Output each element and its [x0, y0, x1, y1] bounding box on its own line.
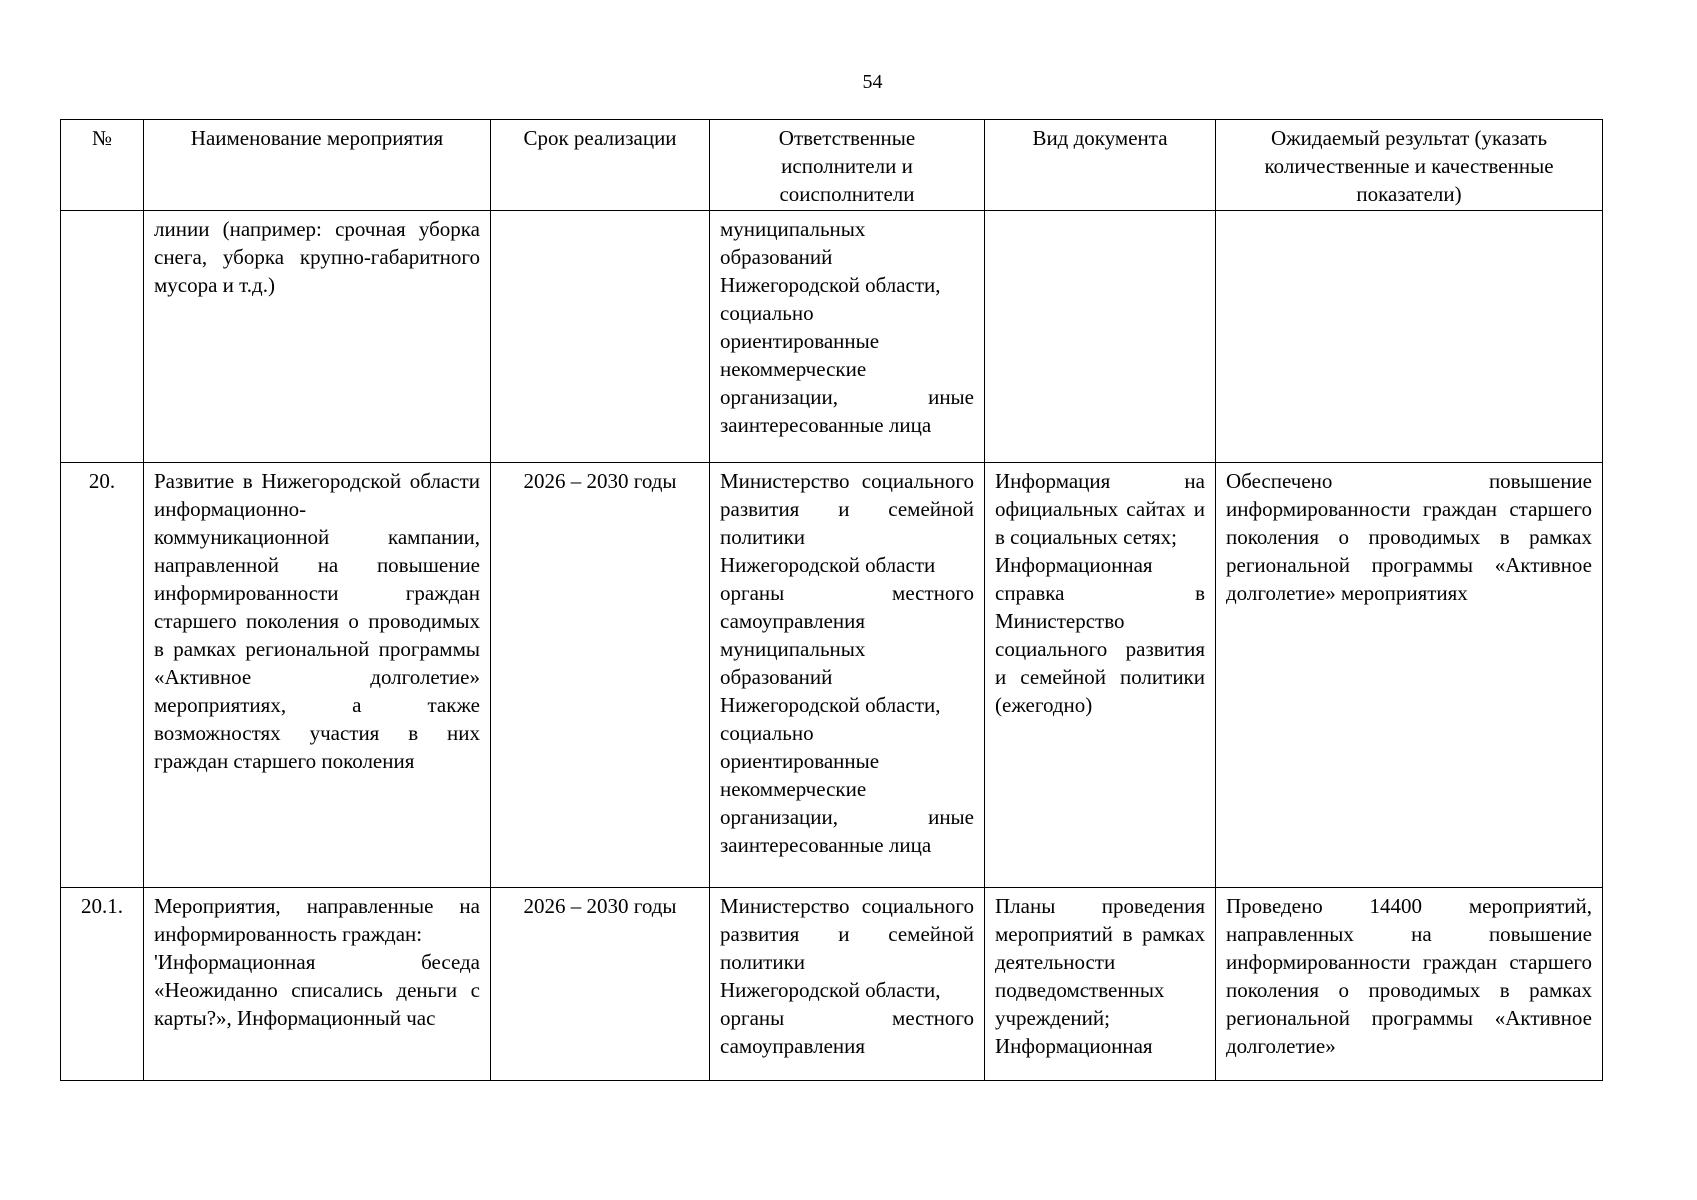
row-period: 2026 – 2030 годы — [491, 888, 710, 1081]
row-expected-result: Проведено 14400 мероприятий, направленных на повышение информированности граждан старшего поколения о проводимых в рамках региональной программы «Активное долголетие» — [1216, 888, 1603, 1081]
row-document-type: Планы проведения мероприятий в рамках деятельности подведомственных учреждений; Информационная — [985, 888, 1216, 1081]
header-event-name: Наименование мероприятия — [144, 120, 491, 211]
header-expected-result: Ожидаемый результат (указать количественные и качественные показатели) — [1216, 120, 1603, 211]
row-responsible: Министерство социального развития и семейной политики Нижегородской области, органы местного самоуправления — [710, 888, 985, 1081]
row-expected-result: Обеспечено повышение информированности граждан старшего поколения о проводимых в рамках региональной программы «Активное долголетие» мероприятиях — [1216, 463, 1603, 888]
table-row — [61, 463, 1603, 888]
row-number — [61, 211, 144, 463]
row-document-type — [985, 211, 1216, 463]
header-document-type: Вид документа — [985, 120, 1216, 211]
row-responsible: Министерство социального развития и семейной политики Нижегородской области органы местного самоуправления муниципальных образований Нижегородской области, социально ориентированные некоммерческие организации, иные заинтересованные лица — [710, 463, 985, 888]
header-period: Срок реализации — [491, 120, 710, 211]
row-event-name: линии (например: срочная уборка снега, уборка крупно-габаритного мусора и т.д.) — [144, 211, 491, 463]
table-row — [61, 211, 1603, 463]
row-responsible: муниципальных образований Нижегородской области, социально ориентированные некоммерческие организации, иные заинтересованные лица — [710, 211, 985, 463]
header-number: № — [61, 120, 144, 211]
table-row — [61, 888, 1603, 1081]
row-event-name: Мероприятия, направленные на информированность граждан: 'Информационная беседа «Неожиданно списались деньги с карты?», Информационный час — [144, 888, 491, 1081]
row-expected-result — [1216, 211, 1603, 463]
row-period: 2026 – 2030 годы — [491, 463, 710, 888]
row-number: 20.1. — [61, 888, 144, 1081]
row-event-name: Развитие в Нижегородской области информационно-коммуникационной кампании, направленной на повышение информированности граждан старшего поколения о проводимых в рамках региональной программы «Активное долголетие» мероприятиях, а также возможностях участия в них граждан старшего поколения — [144, 463, 491, 888]
table-header-row — [61, 120, 1603, 211]
header-responsible: Ответственные исполнители и соисполнители — [710, 120, 985, 211]
row-number: 20. — [61, 463, 144, 888]
row-period — [491, 211, 710, 463]
row-document-type: Информация на официальных сайтах и в социальных сетях; Информационная справка в Министерство социального развития и семейной политики (ежегодно) — [985, 463, 1216, 888]
events-table — [60, 119, 1603, 1081]
page-number: 54 — [862, 71, 883, 93]
